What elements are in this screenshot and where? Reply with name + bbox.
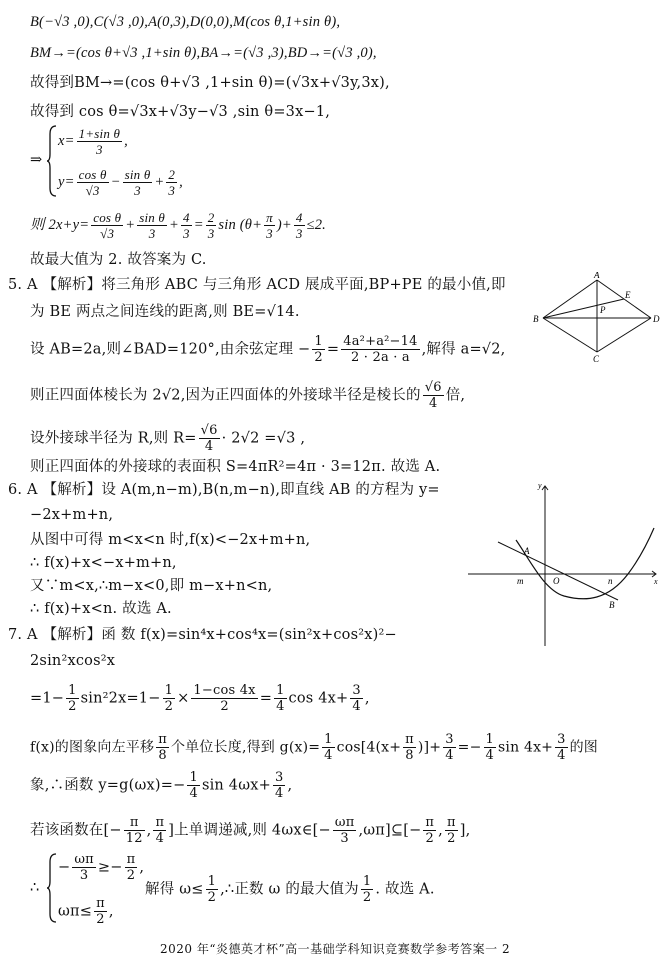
q5-figure	[533, 272, 661, 364]
derivation-line-1: B(−√3 ,0),C(√3 ,0),A(0,3),D(0,0),M(cos θ,1+sin θ),	[30, 14, 341, 30]
q5-line-2: 为 BE 两点之间连线的距离,则 BE=√14.	[30, 304, 300, 320]
derivation-line-3: 故得到BM→=(cos θ+√3 ,1+sin θ)=(√3x+√3y,3x),	[30, 75, 390, 91]
q6-line-5: 又∵m<x,∴m−x<0,即 m−x+n<n,	[30, 578, 273, 594]
q7-line-1: 7. A 【解析】函 数 f(x)=sin⁴x+cos⁴x=(sin²x+cos²x)²−	[8, 627, 397, 643]
q7-line-3: =1− $\frac{1}{2}$ sin²2x=1− $\frac{1}{2}$ × $\frac{1-\cos 4x}{2}$ = $\frac{1}{4}$ cos 4x+ $\frac{3}{4}$ ,	[30, 683, 370, 714]
final-system-row-1: − $\frac{\omega\pi}{3}$ ≥− $\frac{\pi}{2}$ ,	[58, 852, 145, 883]
page-footer: 2020 年“炎德英才杯”高一基础学科知识竞赛数学参考答案一 2	[160, 942, 511, 956]
fig5-label-p: P	[600, 305, 606, 315]
fig6-label-b: B	[609, 600, 615, 610]
q6-line-4: ∴ f(x)+x<−x+m+n,	[30, 555, 177, 571]
q7-line-6: 若该函数在[− $\frac{\pi}{12}$ , $\frac{\pi}{4}$ ]上单调递减,则 4ωx∈[− $\frac{\omega\pi}{3}$ ,ωπ]⊆[− $\frac{\pi}{2}$ , $\frac{\pi}{2}$ ],	[30, 815, 471, 846]
final-conclusion: 解得 ω≤ $\frac{1}{2}$ ,∴正数 ω 的最大值为 $\frac{1}{2}$ . 故选 A.	[145, 874, 435, 905]
q7-line-5: 象,∴函数 y=g(ωx)=− $\frac{1}{4}$ sin 4ωx+ $\frac{3}{4}$ ,	[30, 770, 293, 801]
fig5-label-b: B	[533, 314, 539, 324]
system-brace	[46, 124, 58, 198]
fig5-label-e: E	[625, 290, 631, 300]
fig6-label-o: O	[553, 576, 560, 586]
q5-line-6: 则正四面体的外接球的表面积 S=4πR²=4π · 3=12π. 故选 A.	[30, 459, 441, 475]
derivation-line-7: 则 2x+y= $\frac{\text{cos θ}}{√3}$ + $\frac{\text{sin θ}}{3}$ + $\frac{4}{3}$ = $\frac{2}{3}$ sin (θ+ $\frac{\pi}{3}$ )+ $\frac{4}{3}$ ≤2.	[30, 210, 326, 241]
fig6-label-x: x	[654, 577, 658, 586]
implies-symbol: ⇒	[30, 152, 43, 168]
fig6-label-a: A	[524, 546, 530, 556]
fig5-label-c: C	[593, 354, 600, 364]
fig6-label-y: y	[538, 481, 542, 490]
q5-line-5: 设外接球半径为 R,则 R= $\frac{√6}{4}$ · 2√2 =√3 ,	[30, 423, 306, 454]
final-system-row-2: ωπ≤ $\frac{\pi}{2}$ ,	[58, 896, 114, 927]
q6-line-6: ∴ f(x)+x<n. 故选 A.	[30, 601, 172, 617]
fig5-label-a: A	[594, 272, 600, 280]
q7-line-4: f(x)的图象向左平移 $\frac{\pi}{8}$ 个单位长度,得到 g(x)= $\frac{1}{4}$ cos[4(x+ $\frac{\pi}{8}$ )]+ $\frac{3}{4}$ =− $\frac{1}{4}$ sin 4x+ $\frac{3}{4}$ 的图	[30, 732, 598, 763]
system-line-x: x= $\frac{\text{1+sin θ}}{3}$ ,	[58, 126, 128, 157]
q6-figure	[468, 480, 662, 648]
therefore-symbol: ∴	[30, 880, 40, 896]
q5-line-1: 5. A 【解析】将三角形 ABC 与三角形 ACD 展成平面,BP+PE 的最小值,即	[8, 277, 506, 293]
q5-line-3: 设 AB=2a,则∠BAD=120°,由余弦定理 − $\frac{1}{2}$ = $\frac{\text{4a²+a²−14}}{2 \cdot 2a \cdot a}$ ,解得 a=√2,	[30, 334, 506, 365]
q5-line-4: 则正四面体棱长为 2√2,因为正四面体的外接球半径是棱长的 $\frac{√6}{4}$ 倍,	[30, 380, 466, 411]
fig6-label-m: m	[517, 576, 524, 586]
q6-line-2: −2x+m+n,	[30, 507, 114, 523]
q6-line-3: 从图中可得 m<x<n 时,f(x)<−2x+m+n,	[30, 532, 311, 548]
q7-line-2: 2sin²xcos²x	[30, 653, 116, 669]
fig5-label-d: D	[653, 314, 660, 324]
q6-line-1: 6. A 【解析】设 A(m,n−m),B(n,m−n),即直线 AB 的方程为 y=	[8, 482, 440, 498]
derivation-line-2: BM→=(cos θ+√3 ,1+sin θ),BA→=(√3 ,3),BD→=(√3 ,0),	[30, 45, 377, 61]
final-system-brace	[46, 852, 58, 924]
system-line-y: y= $\frac{\text{cos θ}}{√3}$ − $\frac{\text{sin θ}}{3}$ + $\frac{2}{3}$ ,	[58, 167, 183, 198]
answer-line-4: 故最大值为 2. 故答案为 C.	[30, 252, 207, 268]
fig6-label-n: n	[608, 576, 613, 586]
derivation-line-4: 故得到 cos θ=√3x+√3y−√3 ,sin θ=3x−1,	[30, 104, 331, 120]
